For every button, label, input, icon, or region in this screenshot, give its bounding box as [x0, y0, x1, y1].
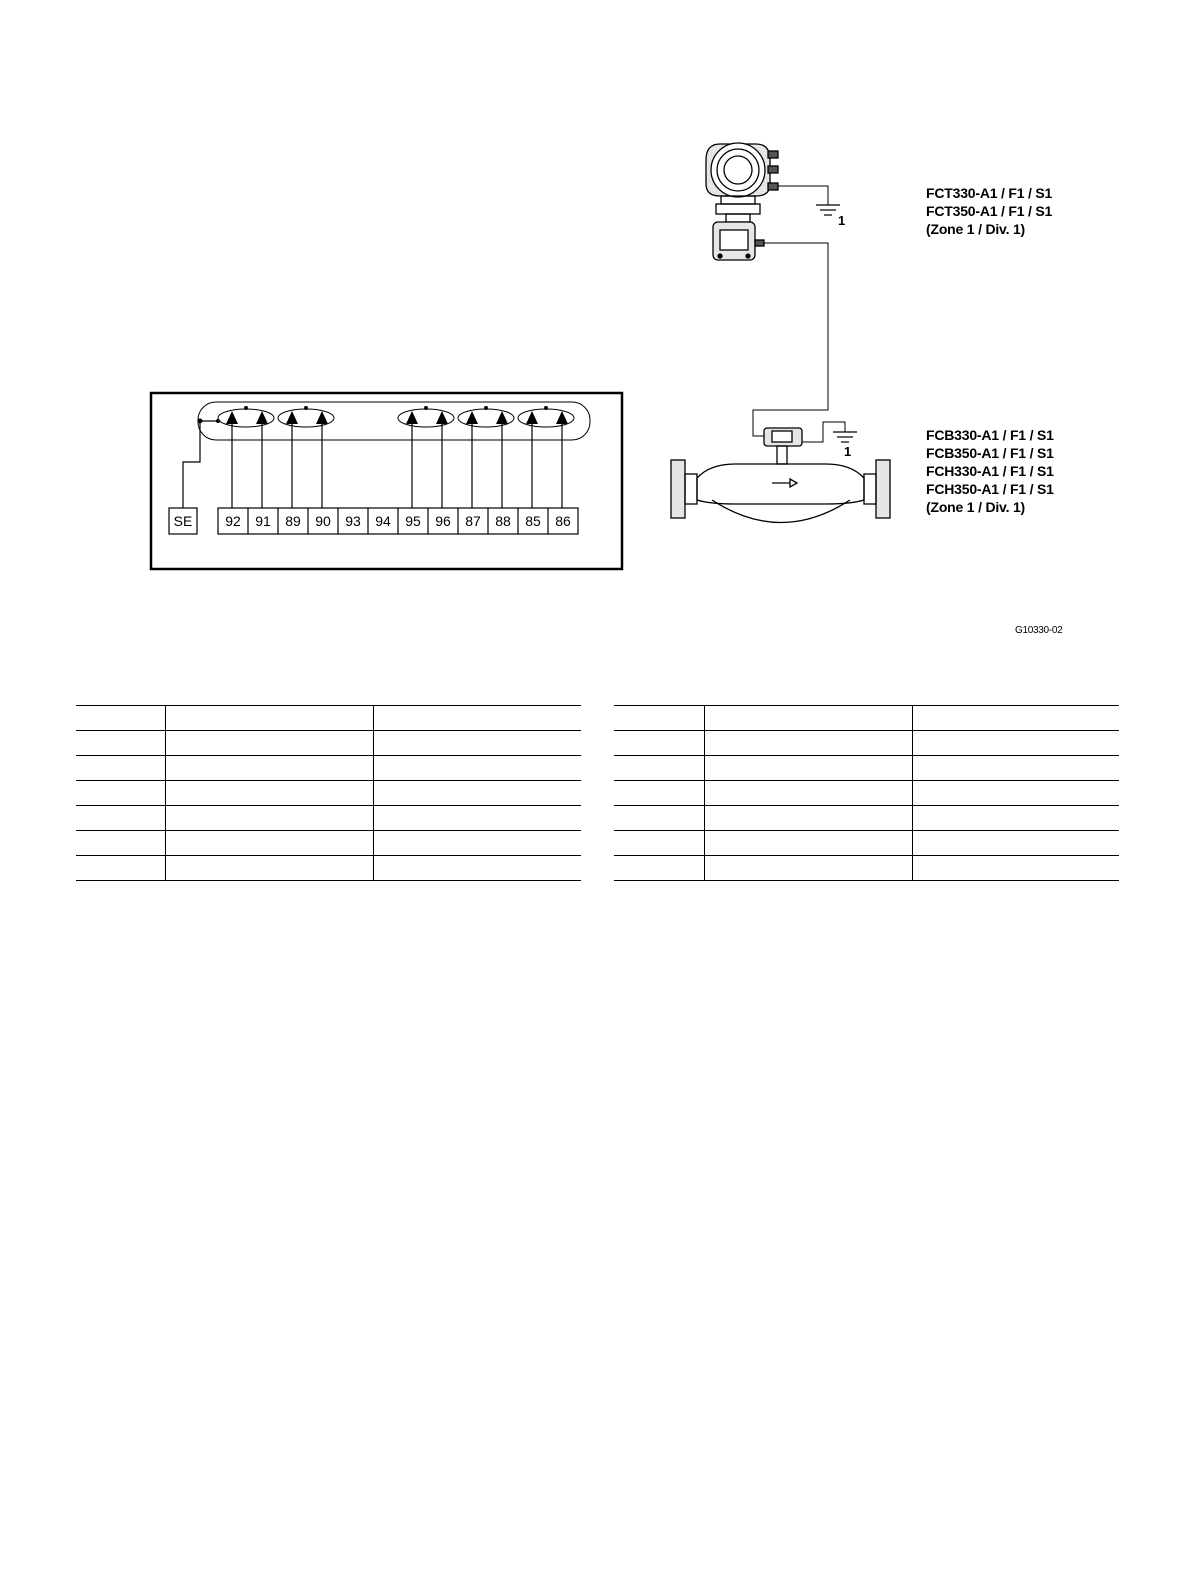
table-cell: [76, 706, 165, 731]
table-cell: [373, 756, 581, 781]
terminal-label: 94: [375, 513, 391, 529]
sensor-ground-label: 1: [844, 444, 852, 459]
model-label-line: FCT330-A1 / F1 / S1: [926, 185, 1053, 201]
table-cell: [76, 756, 165, 781]
table-cell: [614, 706, 704, 731]
sensor-model-labels: [926, 426, 1054, 516]
twisted-pair-ellipse: [518, 409, 574, 427]
table-cell: [614, 781, 704, 806]
terminal-label: 96: [435, 513, 451, 529]
table-cell: [704, 806, 912, 831]
table-cell: [373, 706, 581, 731]
ground-symbol: [816, 205, 840, 215]
figure-id: G10330-02: [1015, 625, 1063, 636]
table-cell: [76, 806, 165, 831]
terminal-label: 85: [525, 513, 541, 529]
table-row: [614, 856, 1119, 881]
table-row: [614, 781, 1119, 806]
spec-table-left: [76, 705, 581, 881]
twisted-pair-ellipse: [218, 409, 274, 427]
table-cell: [373, 781, 581, 806]
table-cell: [704, 831, 912, 856]
table-cell: [912, 756, 1119, 781]
table-cell: [165, 806, 373, 831]
table-row: [76, 756, 581, 781]
pair-dot: [484, 406, 488, 410]
table-cell: [912, 706, 1119, 731]
table-cell: [76, 731, 165, 756]
table-cell: [76, 781, 165, 806]
table-row: [76, 856, 581, 881]
table-cell: [704, 706, 912, 731]
table-cell: [373, 806, 581, 831]
table-cell: [704, 731, 912, 756]
table-cell: [165, 756, 373, 781]
pair-dot: [244, 406, 248, 410]
table-cell: [165, 731, 373, 756]
pair-dot: [304, 406, 308, 410]
table-row: [614, 706, 1119, 731]
table-cell: [912, 831, 1119, 856]
table-cell: [165, 856, 373, 881]
table-cell: [912, 856, 1119, 881]
transmitter-model-labels: [926, 184, 1052, 238]
transmitter-ground-wire: [778, 186, 828, 205]
table-cell: [704, 756, 912, 781]
terminal-label: 86: [555, 513, 571, 529]
table-cell: [614, 806, 704, 831]
table-row: [76, 706, 581, 731]
table-cell: [76, 856, 165, 881]
table-cell: [165, 706, 373, 731]
table-row: [614, 831, 1119, 856]
terminal-label: 89: [285, 513, 301, 529]
ground-symbol: [833, 432, 857, 442]
table-row: [76, 781, 581, 806]
table-cell: [704, 781, 912, 806]
model-label-line: FCB330-A1 / F1 / S1: [926, 427, 1054, 443]
table-row: [614, 806, 1119, 831]
table-cell: [912, 731, 1119, 756]
table-cell: [614, 756, 704, 781]
terminal-label: 93: [345, 513, 361, 529]
table-cell: [614, 831, 704, 856]
shield-wire: [183, 421, 218, 508]
twisted-pair-ellipse: [398, 409, 454, 427]
twisted-pair-ellipse: [278, 409, 334, 427]
signal-wires: [232, 414, 562, 508]
model-label-line: FCB350-A1 / F1 / S1: [926, 445, 1054, 461]
terminal-label: 88: [495, 513, 511, 529]
model-label-line: FCH350-A1 / F1 / S1: [926, 481, 1054, 497]
zone-label: (Zone 1 / Div. 1): [926, 499, 1026, 515]
table-cell: [373, 856, 581, 881]
table-row: [614, 731, 1119, 756]
table-row: [76, 806, 581, 831]
terminal-label: 91: [255, 513, 271, 529]
table-row: [614, 756, 1119, 781]
table-cell: [614, 731, 704, 756]
transmitter-ground-label: 1: [838, 213, 846, 228]
terminal-label-se: SE: [173, 513, 193, 529]
terminal-label: 92: [225, 513, 241, 529]
table-cell: [704, 856, 912, 881]
terminal-label: 95: [405, 513, 421, 529]
table-cell: [373, 831, 581, 856]
signal-cable: [753, 243, 828, 436]
table-cell: [76, 831, 165, 856]
arrow-heads: [226, 411, 568, 424]
model-label-line: FCH330-A1 / F1 / S1: [926, 463, 1054, 479]
model-label-line: FCT350-A1 / F1 / S1: [926, 203, 1053, 219]
terminal-label: 90: [315, 513, 331, 529]
table-cell: [912, 781, 1119, 806]
pair-dot: [544, 406, 548, 410]
table-cell: [614, 856, 704, 881]
table-row: [76, 831, 581, 856]
table-cell: [373, 731, 581, 756]
zone-label: (Zone 1 / Div. 1): [926, 221, 1026, 237]
terminal-label: 87: [465, 513, 481, 529]
table-cell: [912, 806, 1119, 831]
terminal-strip: [169, 508, 578, 534]
twisted-pair-ellipse: [458, 409, 514, 427]
table-cell: [165, 781, 373, 806]
spec-table-right: [614, 705, 1119, 881]
terminal-box: [151, 393, 622, 569]
shield-junction-dot: [198, 419, 203, 424]
pair-dot: [424, 406, 428, 410]
table-row: [76, 731, 581, 756]
transmitter-icon: [706, 143, 778, 260]
flowmeter-sensor-icon: [671, 428, 890, 523]
table-cell: [165, 831, 373, 856]
